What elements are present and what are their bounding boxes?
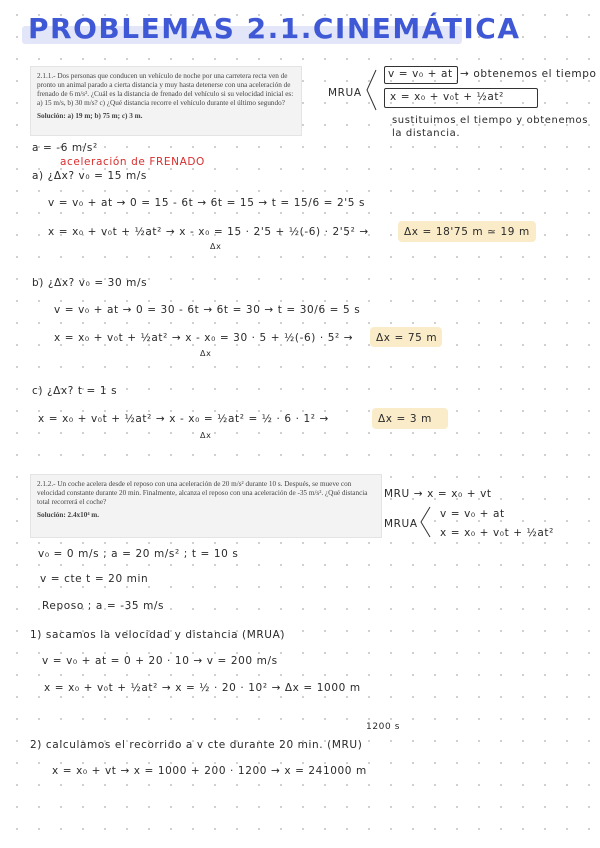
problem-1-statement — [30, 66, 302, 136]
p2-step2: 2) calculamos el recorrido a v cte durante 20 min. (MRU) — [30, 739, 363, 751]
p1a-dx-label: Δx — [210, 242, 222, 251]
p2-data2: v = cte t = 20 min — [40, 573, 149, 585]
p1-theory-brace — [364, 68, 378, 112]
p2-theory-brace — [418, 505, 432, 539]
p2-step2-line: x = x₀ + vt → x = 1000 + 200 · 1200 → x = 241000 m — [52, 765, 367, 777]
p2-theory-eq1: v = v₀ + at — [440, 508, 505, 520]
p1-theory-arrow1: → obtenemos el tiempo — [460, 68, 597, 80]
problem-2-text: 2.1.2.- Un coche acelera desde el reposo con una aceleración de 20 m/s² durante 10 s. Después, se mueve con velocidad constante durante 20 min. Finalmente, alcanza el reposo con una aceleración de -35 m/s². ¿Qué distancia total recorrerá el coche? — [37, 480, 368, 506]
p1-accel-given: a = -6 m/s² — [32, 142, 98, 154]
p2-step2-note: 1200 s — [366, 722, 401, 732]
p1a-line1: v = v₀ + at → 0 = 15 - 6t → 6t = 15 → t = 15/6 = 2'5 s — [48, 197, 366, 209]
p2-step1-line1: v = v₀ + at = 0 + 20 · 10 → v = 200 m/s — [42, 655, 278, 667]
p1c-line: x = x₀ + v₀t + ½at² → x - x₀ = ½at² = ½ · 6 · 1² → — [38, 413, 329, 425]
p2-data1: v₀ = 0 m/s ; a = 20 m/s² ; t = 10 s — [38, 548, 239, 560]
p2-data3: Reposo ; a = -35 m/s — [42, 600, 165, 612]
page-title: PROBLEMAS 2.1.CINEMÁTICA — [28, 12, 521, 45]
p2-step1: 1) sacamos la velocidad y distancia (MRUA) — [30, 629, 286, 641]
p2-theory-mru: MRU → x = x₀ + vt — [384, 488, 492, 500]
problem-1-solution: Solución: a) 19 m; b) 75 m; c) 3 m. — [37, 112, 143, 120]
p1c-head: c) ¿Δx? t = 1 s — [32, 385, 118, 397]
problem-2-statement — [30, 474, 382, 538]
p1b-line1: v = v₀ + at → 0 = 30 - 6t → 6t = 30 → t = 30/6 = 5 s — [54, 304, 361, 316]
p1c-result: Δx = 3 m — [378, 413, 432, 425]
p2-step1-line2: x = x₀ + v₀t + ½at² → x = ½ · 20 · 10² → Δx = 1000 m — [44, 682, 361, 694]
p1-theory-eq1: v = v₀ + at — [388, 68, 453, 80]
problem-2-solution: Solución: 2.4x10⁴ m. — [37, 511, 100, 519]
p1b-result: Δx = 75 m — [376, 332, 438, 344]
p1b-head: b) ¿Δx? v₀ = 30 m/s — [32, 277, 148, 289]
p1-accel-note: aceleración de FRENADO — [60, 156, 205, 168]
p1-theory-mrua: MRUA — [328, 87, 362, 99]
p2-theory-eq2: x = x₀ + v₀t + ½at² — [440, 527, 554, 539]
p1-theory-note: sustituimos el tiempo y obtenemos la distancia. — [392, 115, 589, 139]
p1b-line2: x = x₀ + v₀t + ½at² → x - x₀ = 30 · 5 + ½(-6) · 5² → — [54, 332, 354, 344]
p1a-head: a) ¿Δx? v₀ = 15 m/s — [32, 170, 147, 182]
p2-theory-mrua: MRUA — [384, 518, 418, 530]
p1b-dx-label: Δx — [200, 349, 212, 358]
p1c-dx-label: Δx — [200, 431, 212, 440]
p1-theory-eq2: x = x₀ + v₀t + ½at² — [390, 91, 504, 103]
p1a-result: Δx = 18'75 m ≃ 19 m — [404, 226, 530, 238]
problem-1-text: 2.1.1.- Dos personas que conducen un vehículo de noche por una carretera recta ven de pronto un animal parado a cierta distancia y muy hasta detenerse con una aceleración de frenado de 6 m/s². ¿Cuál es la distancia de frenado del vehículo si su velocidad inicial es: a) 15 m/s, b) 30 m/s? c) ¿Qué distancia recorre el vehículo durante el último segundo? — [37, 72, 294, 107]
p1a-line2: x = x₀ + v₀t + ½at² → x - x₀ = 15 · 2'5 + ½(-6) · 2'5² → — [48, 226, 369, 238]
